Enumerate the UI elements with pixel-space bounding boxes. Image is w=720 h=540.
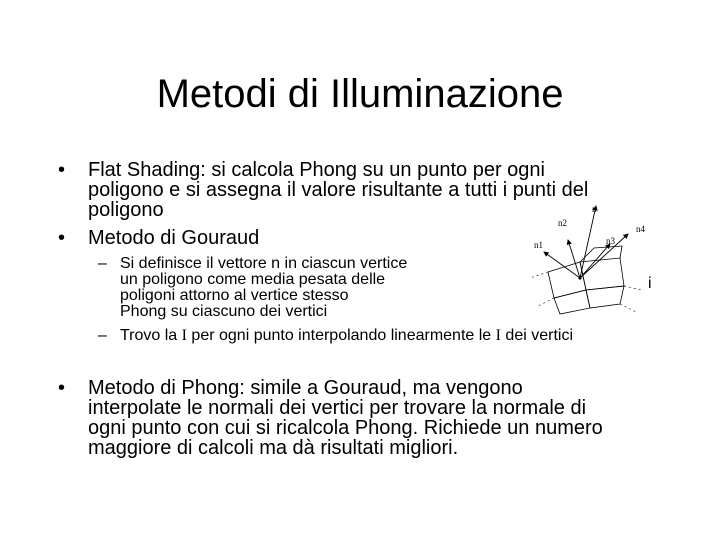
bullet-marker: • bbox=[58, 377, 66, 399]
sub-bullet-line: un poligono come media pesata delle bbox=[120, 271, 386, 288]
sub-bullet-interpolation bbox=[120, 328, 573, 344]
bullet-line: Flat Shading: si calcola Phong su un punto per ogni bbox=[88, 159, 545, 181]
bullet-line: Metodo di Phong: simile a Gouraud, ma vengono bbox=[88, 377, 523, 399]
label-n4: n4 bbox=[636, 224, 645, 234]
dashed-hints bbox=[530, 272, 642, 312]
polygon-mesh bbox=[548, 246, 624, 314]
normal-vectors bbox=[544, 206, 628, 278]
bullet-line: poligono bbox=[88, 199, 164, 221]
bullet-line: interpolate le normali dei vertici per trovare la normale di bbox=[88, 397, 587, 419]
sub-bullet-line: Trovo la I per ogni punto interpolando linearmente le I dei vertici bbox=[120, 327, 573, 344]
bullet-phong bbox=[88, 378, 603, 458]
vertex-point bbox=[578, 276, 581, 279]
label-n3: n3 bbox=[606, 236, 615, 246]
intensity-symbol: I bbox=[181, 327, 187, 344]
bullet-gouraud bbox=[88, 228, 259, 248]
bullet-flat-shading bbox=[88, 160, 588, 220]
bullet-marker: • bbox=[58, 227, 66, 249]
label-n1: n1 bbox=[534, 240, 543, 250]
bullet-line: maggiore di calcoli ma dà risultati migliori. bbox=[88, 437, 459, 459]
sub-bullet-line: Si definisce il vettore n in ciascun vertice bbox=[120, 255, 408, 272]
vertex-normals-diagram bbox=[520, 200, 670, 320]
bullet-line: ogni punto con cui si ricalcola Phong. Richiede un numero bbox=[88, 417, 603, 439]
slide-title: Metodi di Illuminazione bbox=[156, 72, 564, 116]
bullet-line: poligono e si assegna il valore risultante a tutti i punti del bbox=[88, 179, 589, 201]
sub-bullet-marker: – bbox=[98, 255, 107, 272]
label-i: i bbox=[648, 275, 652, 292]
bullet-line: Metodo di Gouraud bbox=[88, 227, 260, 249]
intensity-symbol: I bbox=[495, 327, 501, 344]
sub-bullet-line: poligoni attorno al vertice stesso bbox=[120, 287, 349, 304]
label-n: n bbox=[592, 204, 597, 214]
sub-bullet-marker: – bbox=[98, 327, 107, 344]
label-n2: n2 bbox=[558, 218, 567, 228]
sub-bullet-vertex-normal bbox=[120, 256, 407, 320]
bullet-marker: • bbox=[58, 159, 66, 181]
sub-bullet-line: Phong su ciascuno dei vertici bbox=[120, 303, 328, 320]
